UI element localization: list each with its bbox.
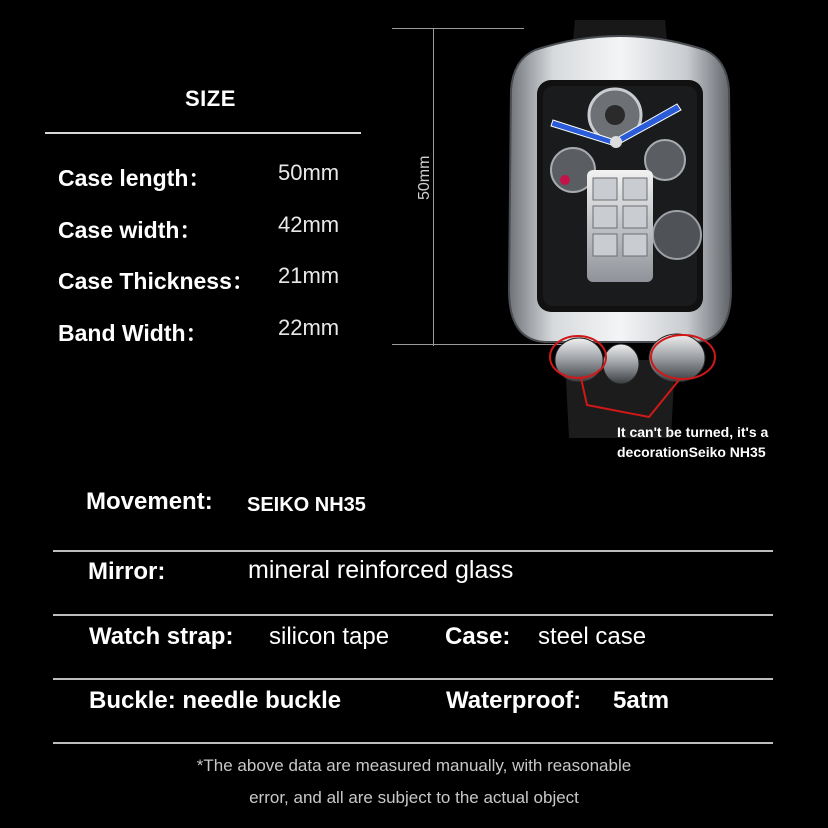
spec-value: 22mm <box>278 315 340 340</box>
spec-value: 50mm <box>278 160 340 185</box>
decoration-callout <box>617 422 768 462</box>
spec-row-case-length <box>58 160 358 194</box>
note-line-2: error, and all are subject to the actual object <box>249 788 579 807</box>
spec-value: 21mm <box>278 263 340 288</box>
spec-label: Band Width： <box>58 320 209 346</box>
spec-label: Case width： <box>58 217 203 243</box>
strap-label: Watch strap: <box>89 623 234 650</box>
case-value: steel case <box>538 623 647 650</box>
note-line-1: *The above data are measured manually, with reasonable <box>196 756 632 775</box>
disclaimer-note <box>0 750 828 814</box>
callout-line-1: It can't be turned, it's a <box>617 424 769 440</box>
info-row-strap-case <box>53 616 773 680</box>
spec-row-case-width <box>58 212 358 246</box>
spec-label: Case Thickness： <box>58 268 255 294</box>
mirror-label: Mirror: <box>88 558 166 585</box>
row-divider <box>53 742 773 744</box>
case-label: Case: <box>445 623 511 650</box>
movement-label: Movement: <box>86 488 213 515</box>
waterproof-value: 5atm <box>613 687 670 714</box>
dimension-label: 50mm <box>416 155 433 200</box>
buckle-label: Buckle: needle buckle <box>89 687 342 714</box>
watch-image <box>495 20 745 440</box>
spec-label: Case length： <box>58 165 212 191</box>
spec-row-band-width <box>58 315 358 349</box>
strap-value: silicon tape <box>269 623 390 650</box>
size-divider <box>45 132 361 134</box>
spec-row-case-thickness <box>58 263 358 297</box>
size-title: SIZE <box>185 86 236 111</box>
spec-value: 42mm <box>278 212 340 237</box>
callout-line-2: decorationSeiko NH35 <box>617 444 766 460</box>
info-row-mirror <box>53 552 773 616</box>
info-row-buckle-waterproof <box>53 680 773 744</box>
mirror-value: mineral reinforced glass <box>248 556 514 584</box>
info-row-movement <box>53 488 773 552</box>
waterproof-label: Waterproof: <box>446 687 582 714</box>
movement-value: SEIKO NH35 <box>247 494 366 516</box>
